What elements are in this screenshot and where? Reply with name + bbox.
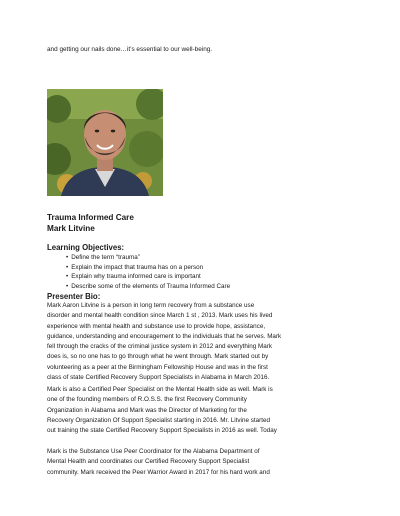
list-item: • Define the term “trauma” [66, 253, 230, 263]
text-line: disorder and mental health condition since March 1 st , 2013. Mark uses his lived [47, 312, 273, 320]
text-line: does is, so no one has to go through what he went through. Mark started out by [47, 353, 269, 361]
bio-paragraph-1 [47, 301, 377, 383]
text-line: class of state Certified Recovery Support Specialists in Alabama in March 2016. [47, 374, 270, 382]
text-line: volunteering as a peer at the Birmingham Fellowship House and was in the first [47, 363, 268, 371]
text-line: out training the state Certified Recovery Support Specialists in 2016 as well. Today [47, 427, 277, 435]
text-line: community. Mark received the Peer Warrior Award in 2017 for his hard work and [47, 468, 270, 476]
bio-paragraph-3 [47, 447, 377, 478]
presenter-photo [47, 89, 163, 196]
bio-paragraph-2 [47, 385, 377, 436]
list-item: • Describe some of the elements of Trauma Informed Care [66, 282, 230, 292]
text-line: Mark is also a Certified Peer Specialist on the Mental Health side as well. Mark is [47, 386, 273, 393]
text-line: Recovery Organization Of Support Specialist starting in 2016. Mr. Litvine started [47, 416, 270, 424]
session-title: Trauma Informed Care [47, 213, 134, 222]
learning-objectives-heading: Learning Objectives: [47, 243, 125, 252]
text-line: Mark is the Substance Use Peer Coordinator for the Alabama Department of [47, 448, 260, 455]
presenter-name: Mark Litvine [47, 223, 95, 233]
text-line: Mental Health and coordinates our Certified Recovery Support Specialist [47, 458, 250, 466]
text-line: fell through the cracks of the criminal justice system in 2012 and everything Mark [47, 343, 273, 351]
text-line: Organization in Alabama and Mark was the Director of Marketing for the [47, 406, 247, 414]
list-item: • Explain the impact that trauma has on a person [66, 263, 230, 273]
learning-objectives-list [66, 253, 230, 291]
text-line: experience with mental health and substance use to provide hope, assistance, [47, 322, 266, 330]
text-line: one of the founding members of R.O.S.S. the first Recovery Community [47, 396, 247, 404]
presenter-bio-heading: Presenter Bio: [47, 292, 101, 301]
session-title-block [47, 213, 134, 234]
text-line: Mark Aaron Litvine is a person in long term recovery from a substance use [47, 302, 255, 309]
list-item: • Explain why trauma informed care is important [66, 272, 230, 282]
text-line: guidance, understanding and encouragement to the individuals that he serves. Mark [47, 332, 282, 340]
intro-line: and getting our nails done…it’s essential to our well-being. [47, 46, 213, 53]
